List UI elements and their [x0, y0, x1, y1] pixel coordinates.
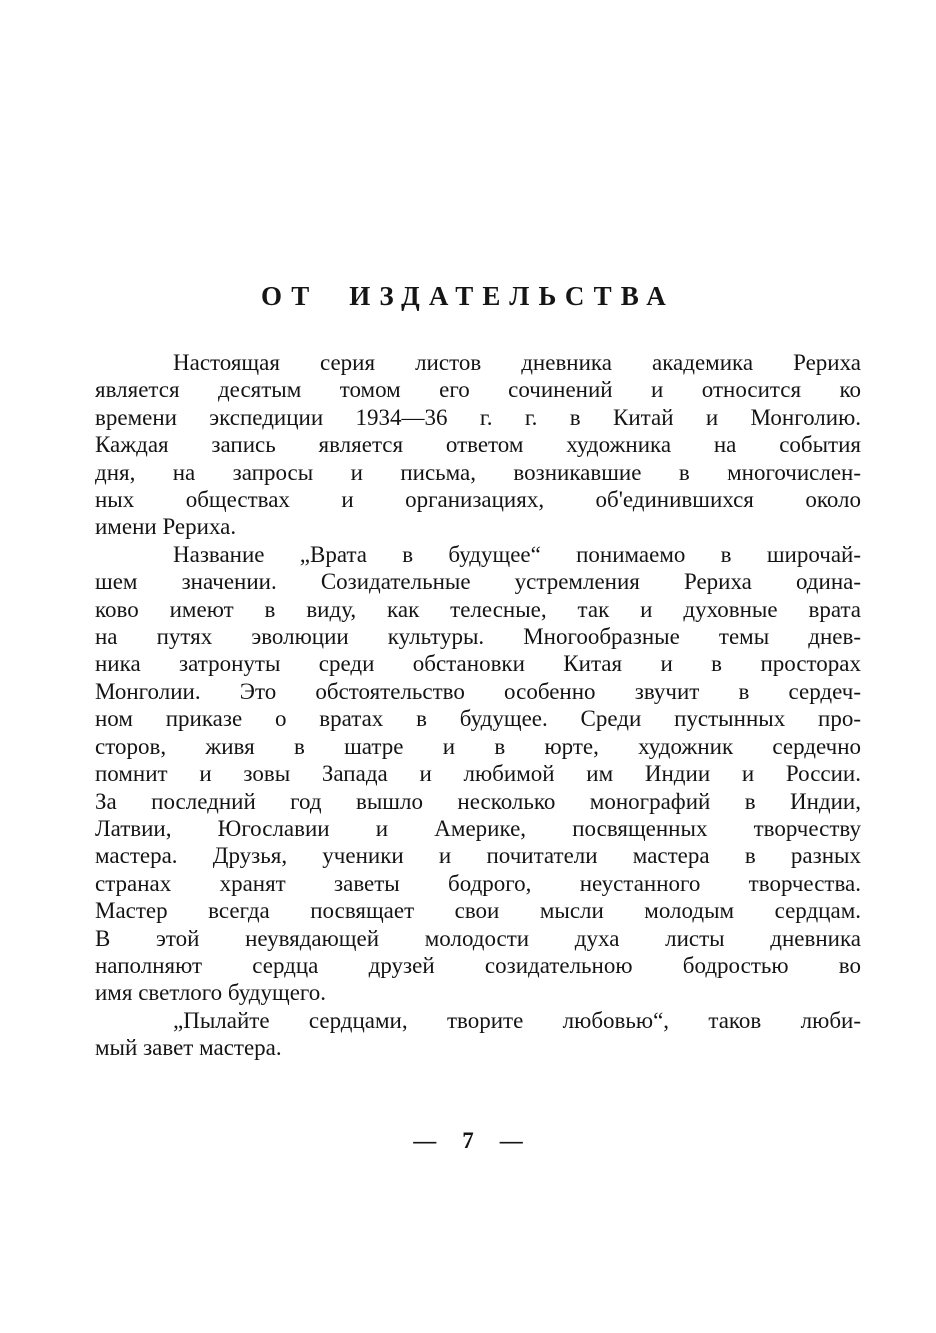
paragraph-3	[95, 1007, 861, 1062]
text-line: Латвии, Югославии и Америке, посвященных творчеству	[95, 815, 861, 841]
text-line: имени Рериха.	[95, 514, 237, 540]
text-line: ном приказе о вратах в будущее. Среди пустынных про-	[95, 706, 861, 732]
body-text	[95, 349, 861, 1062]
text-line: „Пылайте сердцами, творите любовью“, таков люби-	[173, 1007, 861, 1033]
page-number-dash-left: —	[413, 1128, 437, 1153]
text-line: В этой неувядающей молодости духа листы дневника	[95, 925, 861, 951]
text-line: мастера. Друзья, ученики и почитатели мастера в разных	[95, 843, 861, 869]
page-number	[0, 1128, 936, 1154]
text-line: дня, на запросы и письма, возникавшие в многочислен-	[95, 459, 861, 485]
text-line: Настоящая серия листов дневника академика Рериха	[173, 350, 861, 375]
text-line: является десятым томом его сочинений и относится ко	[95, 377, 861, 403]
text-line: Каждая запись является ответом художника на события	[95, 432, 861, 458]
text-line: помнит и зовы Запада и любимой им Индии и России.	[95, 761, 861, 787]
text-line: сторов, живя в шатре и в юрте, художник сердечно	[95, 733, 861, 759]
section-title: ОТ ИЗДАТЕЛЬСТВА	[261, 281, 675, 311]
text-line: шем значении. Созидательные устремления Рериха одина-	[95, 569, 861, 595]
page-number-value: 7	[462, 1128, 474, 1153]
text-line: мый завет мастера.	[95, 1035, 282, 1061]
page-number-dash-right: —	[499, 1128, 523, 1153]
text-line: наполняют сердца друзей созидательною бодростью во	[95, 952, 861, 978]
text-line: времени экспедиции 1934—36 г. г. в Китай и Монголию.	[95, 404, 861, 430]
text-line: Мастер всегда посвящает свои мысли молодым сердцам.	[95, 898, 861, 924]
text-line: на путях эволюции культуры. Многообразные темы днев-	[95, 624, 861, 650]
text-line: ково имеют в виду, как телесные, так и духовные врата	[95, 596, 861, 622]
text-line: ных обществах и организациях, об'единившихся около	[95, 487, 861, 513]
text-line: ника затронуты среди обстановки Китая и в просторах	[95, 651, 861, 677]
text-line: Название „Врата в будущее“ понимаемо в широчай-	[173, 541, 861, 567]
paragraph-2	[95, 541, 861, 1007]
paragraph-1	[95, 349, 861, 541]
text-line: странах хранят заветы бодрого, неустанного творчества.	[95, 870, 861, 896]
text-line: Монголии. Это обстоятельство особенно звучит в сердеч-	[95, 678, 861, 704]
text-line: За последний год вышло несколько монографий в Индии,	[95, 788, 861, 814]
text-line: имя светлого будущего.	[95, 980, 327, 1006]
